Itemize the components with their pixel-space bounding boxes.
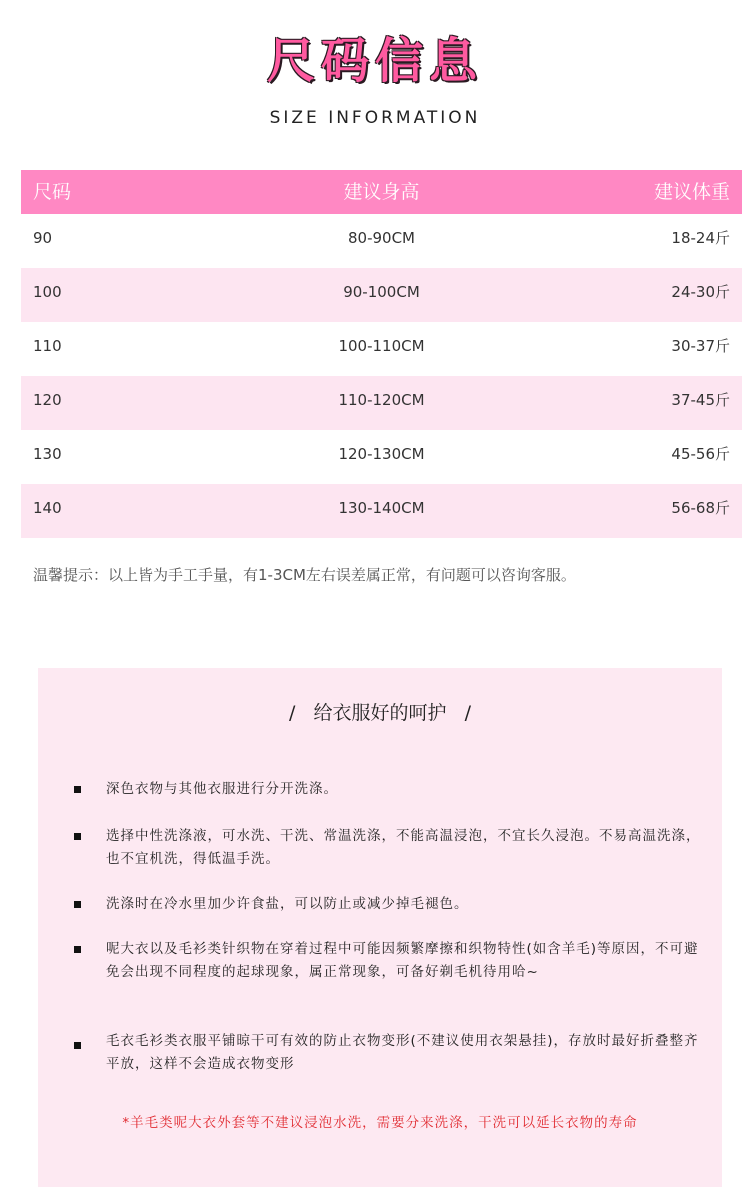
- cell-size: 110: [33, 337, 62, 355]
- bullet-icon: [74, 833, 81, 840]
- cell-weight: 18-24斤: [671, 229, 730, 247]
- cell-weight: 24-30斤: [671, 283, 730, 301]
- care-item-text: 毛衣毛衫类衣服平铺晾干可有效的防止衣物变形(不建议使用衣架悬挂)，存放时最好折叠整齐平放，这样不会造成衣物变形: [106, 1033, 699, 1072]
- cell-height: 80-90CM: [347, 229, 415, 247]
- care-item-text: 洗涤时在冷水里加少许食盐，可以防止或减少掉毛褪色。: [106, 896, 469, 912]
- cell-height: 100-110CM: [338, 337, 425, 355]
- header-height: 建议身高: [343, 181, 420, 203]
- care-item-text: 深色衣物与其他衣服进行分开洗涤。: [106, 781, 338, 797]
- care-item-text: 选择中性洗涤液，可水洗、干洗、常温洗涤，不能高温浸泡，不宜长久浸泡。不易高温洗涤，也不宜机洗，得低温手洗。: [106, 828, 701, 867]
- cell-size: 90: [33, 229, 53, 247]
- table-header: [21, 170, 742, 214]
- cell-weight: 56-68斤: [671, 499, 730, 517]
- cell-size: 130: [33, 445, 62, 463]
- cell-size: 140: [33, 499, 62, 517]
- cell-height: 130-140CM: [338, 499, 425, 517]
- cell-height: 110-120CM: [338, 391, 425, 409]
- table-row: [21, 268, 742, 322]
- table-row: [21, 430, 742, 484]
- measurement-note: 温馨提示：以上皆为手工手量，有1-3CM左右误差属正常，有问题可以咨询客服。: [33, 566, 576, 584]
- header-size: 尺码: [33, 181, 72, 203]
- page-title: 尺码信息: [266, 33, 483, 89]
- care-warning: *羊毛类呢大衣外套等不建议浸泡水洗，需要分来洗涤，干洗可以延长衣物的寿命: [122, 1115, 638, 1131]
- care-item-text: 呢大衣以及毛衫类针织物在穿着过程中可能因频繁摩擦和织物特性(如含羊毛)等原因，不可避免会出现不同程度的起球现象，属正常现象，可备好剃毛机待用哈~: [106, 941, 699, 980]
- cell-weight: 30-37斤: [671, 337, 730, 355]
- cell-weight: 37-45斤: [671, 391, 730, 409]
- cell-height: 90-100CM: [343, 283, 420, 301]
- page-subtitle: SIZE INFORMATION: [269, 108, 481, 128]
- care-title: / 给衣服好的呵护 /: [288, 702, 472, 724]
- cell-size: 100: [33, 283, 62, 301]
- table-row: [21, 214, 742, 268]
- bullet-icon: [74, 946, 81, 953]
- table-row: [21, 322, 742, 376]
- bullet-icon: [74, 901, 81, 908]
- care-section: [38, 668, 722, 1187]
- cell-height: 120-130CM: [338, 445, 425, 463]
- cell-weight: 45-56斤: [671, 445, 730, 463]
- table-row: [21, 484, 742, 538]
- size-table: [21, 170, 742, 538]
- cell-size: 120: [33, 391, 62, 409]
- bullet-icon: [74, 786, 81, 793]
- header-weight: 建议体重: [653, 181, 730, 203]
- bullet-icon: [74, 1042, 81, 1049]
- table-row: [21, 376, 742, 430]
